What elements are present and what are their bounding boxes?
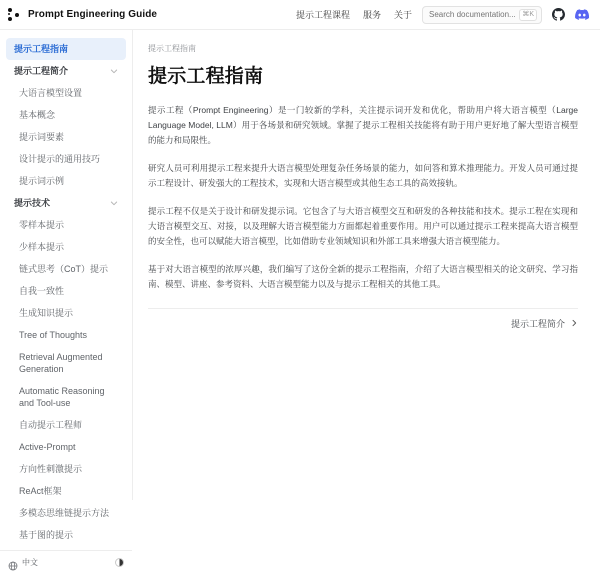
paragraph-2: 研究人员可利用提示工程来提升大语言模型处理复杂任务场景的能力，如问答和算术推理能力。开发人员可通过提示工程设计、研发强大的工程技术，实现和大语言模型或其他生态工具的高效接轨。 [148,163,578,188]
sidebar-item-label: 提示工程简介 [14,66,69,76]
sidebar-item-llm-settings[interactable] [6,82,126,104]
sidebar-item-label: 大语言模型设置 [19,88,83,98]
sidebar-item-label: ReAct框架 [19,486,62,496]
sidebar-item-label: Automatic Reasoning and Tool-use [19,386,105,408]
sidebar-item-label: 零样本提示 [19,220,65,230]
sidebar-item-label: 提示词要素 [19,132,65,142]
chevron-down-icon [110,67,118,75]
sidebar-item-guide[interactable] [6,38,126,60]
next-page-label: 提示工程简介 [510,319,565,329]
chevron-down-icon [110,199,118,207]
sidebar-item-label: 自我一致性 [19,286,65,296]
next-page-link[interactable] [511,317,578,330]
sidebar-item-multimodal-cot[interactable] [6,502,126,524]
nav-item-course[interactable]: 提示工程课程 [295,10,350,20]
theme-toggle-icon[interactable] [115,558,124,567]
nav-item-about[interactable]: 关于 [393,10,412,20]
sidebar-nav-list[interactable] [0,30,132,550]
sidebar-item-ape[interactable] [6,414,126,436]
search-input[interactable] [429,10,515,19]
sidebar-item-label: Retrieval Augmented Generation [19,352,103,374]
language-selector-label[interactable]: 中文 [22,558,38,567]
sidebar-item-art[interactable] [6,380,126,414]
nav-item-services[interactable]: 服务 [362,10,381,20]
sidebar-group-techniques[interactable] [6,192,126,214]
sidebar-item-label: 提示工程指南 [14,44,69,54]
sidebar-item-graph-prompting[interactable] [6,524,126,546]
sidebar-item-label: 基于图的提示 [19,530,74,540]
sidebar-footer [0,550,132,574]
sidebar-item-label: 少样本提示 [19,242,65,252]
sidebar-item-label: 自动提示工程师 [19,420,83,430]
sidebar-item-label: 设计提示的通用技巧 [19,154,101,164]
brand[interactable] [8,8,157,21]
sidebar-item-prompt-elements[interactable] [6,126,126,148]
sidebar-item-examples[interactable] [6,170,126,192]
search-shortcut-kbd: ⌘K [519,9,537,21]
chevron-right-icon [570,319,578,329]
sidebar-item-react[interactable] [6,480,126,502]
sidebar-item-general-tips[interactable] [6,148,126,170]
sidebar-item-zero-shot[interactable] [6,214,126,236]
sidebar-item-label: 提示技术 [14,198,51,208]
sidebar [0,30,133,567]
page-body [0,30,600,567]
sidebar-item-self-consistency[interactable] [6,280,126,302]
sidebar-item-active-prompt[interactable] [6,436,126,458]
paragraph-3: 提示工程不仅是关于设计和研发提示词。它包含了与大语言模型交互和研发的各种技能和技术。提示工程在实现和大语言模型交互、对接，以及理解大语言模型能力方面都起着重要作用。用户可以通过提示工程来提高大语言模型的安全性，也可以赋能大语言模型，比如借助专业领域知识和外部工具来增强大语言模型能力。 [148,206,578,246]
sidebar-item-cot[interactable] [6,258,126,280]
pagination [148,317,578,330]
globe-icon [8,558,18,568]
sidebar-item-label: 方向性刺激提示 [19,464,83,474]
sidebar-item-label: 多模态思维链提示方法 [19,508,110,518]
paragraph-4: 基于对大语言模型的浓厚兴趣，我们编写了这份全新的提示工程指南，介绍了大语言模型相关的论文研究、学习指南、模型、讲座、参考资料、大语言模型能力以及与提示工程相关的其他工具。 [148,264,578,289]
sidebar-item-label: 生成知识提示 [19,308,74,318]
content-divider [148,308,578,309]
primary-nav [296,8,412,21]
logo-icon [8,8,23,21]
brand-name: Prompt Engineering Guide [28,9,158,20]
sidebar-item-label: 基本概念 [19,110,56,120]
sidebar-item-few-shot[interactable] [6,236,126,258]
github-icon[interactable] [550,7,566,23]
site-header [0,0,600,30]
sidebar-item-generated-knowledge[interactable] [6,302,126,324]
sidebar-item-rag[interactable] [6,346,126,380]
search-box[interactable] [422,6,542,24]
sidebar-item-basics[interactable] [6,104,126,126]
sidebar-item-label: Active-Prompt [19,442,76,452]
page-title: 提示工程指南 [148,66,264,87]
discord-icon[interactable] [574,7,590,23]
sidebar-item-label: 链式思考（CoT）提示 [19,264,109,274]
paragraph-1: 提示工程（Prompt Engineering）是一门较新的学科，关注提示词开发和优化，帮助用户将大语言模型（Large Language Model, LLM）用于各场景和研究领域。掌握了提示工程相关技能将有助于用户更好地了解大型语言模型的能力和局限性。 [148,105,578,145]
sidebar-item-label: 提示词示例 [19,176,65,186]
breadcrumb: 提示工程指南 [148,44,196,53]
sidebar-item-label: Tree of Thoughts [19,330,88,340]
main-content [133,30,600,500]
sidebar-item-tree-of-thoughts[interactable] [6,324,126,346]
sidebar-group-intro[interactable] [6,60,126,82]
sidebar-item-directional-stimulus[interactable] [6,458,126,480]
